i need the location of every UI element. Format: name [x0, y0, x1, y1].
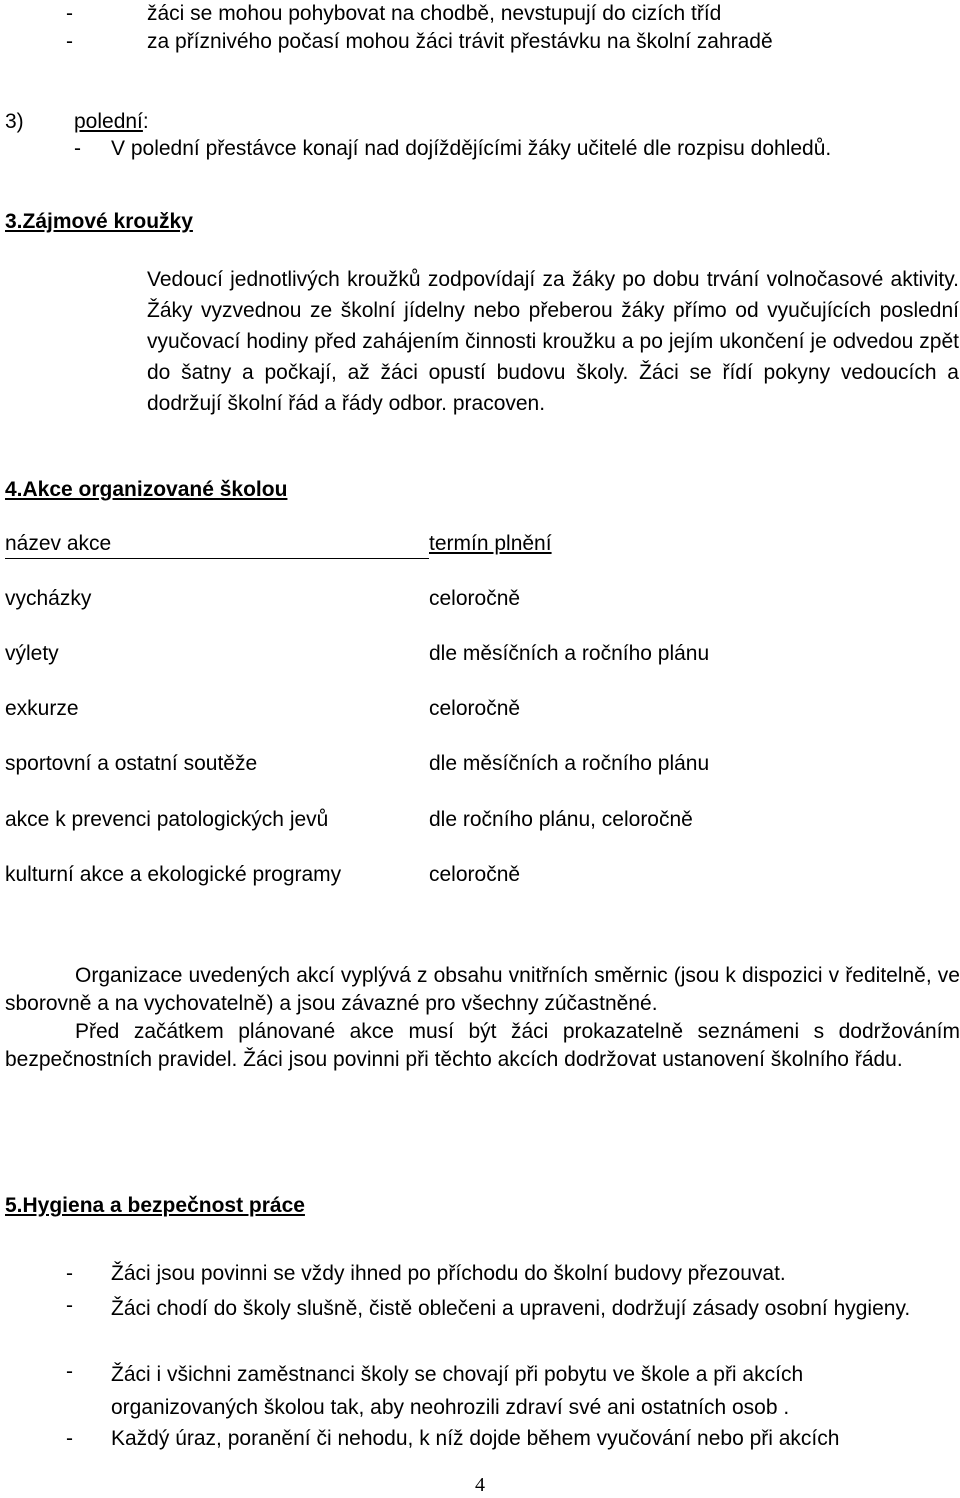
- list-item: Žáci jsou povinni se vždy ihned po příchodu do školní budovy přezouvat.: [111, 1262, 786, 1285]
- table-cell-name: kulturní akce a ekologické programy: [5, 863, 342, 886]
- section4-paragraph-2: Před začátkem plánované akce musí být žáci prokazatelně seznámeni s dodržováním bezpečnostních pravidel. Žáci jsou povinni při těchto akcích dodržovat ustanovení školního řádu.: [5, 1020, 960, 1071]
- section3-heading: 3.Zájmové kroužky: [5, 210, 193, 233]
- list-item: Každý úraz, poranění či nehodu, k níž dojde během vyučování nebo při akcích: [111, 1427, 840, 1450]
- lunch-number: 3): [5, 110, 24, 133]
- lunch-heading-colon: :: [142, 110, 149, 133]
- section4-heading: 4.Akce organizované školou: [5, 478, 288, 501]
- list-dash: -: [74, 137, 81, 160]
- list-dash: -: [66, 1360, 73, 1383]
- list-item: za příznivého počasí mohou žáci trávit přestávku na školní zahradě: [147, 30, 773, 53]
- table-cell-term: celoročně: [429, 587, 521, 610]
- table-cell-name: akce k prevenci patologických jevů: [5, 808, 329, 831]
- table-cell-name: exkurze: [5, 697, 79, 720]
- table-cell-name: vycházky: [5, 587, 92, 610]
- list-dash: -: [66, 1294, 73, 1317]
- table-cell-name: výlety: [5, 642, 59, 665]
- section4-paragraph-1: Organizace uvedených akcí vyplývá z obsahu vnitřních směrnic (jsou k dispozici v ředitelně, ve sborovně a na vychovatelně) a jsou závazné pro všechny zúčastněné.: [5, 964, 960, 1015]
- table-cell-term: dle měsíčních a ročního plánu: [429, 752, 710, 775]
- table-cell-term: dle ročního plánu, celoročně: [429, 808, 693, 831]
- lunch-heading: [74, 108, 149, 136]
- list-item: Žáci i všichni zaměstnanci školy se chovají při pobytu ve škole a při akcích organizovaných školou tak, aby neohrozili zdraví své ani ostatních osob .: [111, 1363, 804, 1419]
- page-number: 4: [475, 1474, 485, 1496]
- table-cell-term: dle měsíčních a ročního plánu: [429, 642, 710, 665]
- table-header-term: termín plnění: [429, 532, 552, 555]
- table-cell-term: celoročně: [429, 863, 521, 886]
- list-dash: -: [66, 1262, 73, 1285]
- list-dash: -: [66, 1427, 73, 1450]
- section3-paragraph: Vedoucí jednotlivých kroužků zodpovídají za žáky po dobu trvání volnočasové aktivity. Žáky vyzvednou ze školní jídelny nebo přeberou žáky přímo od vyučujících poslední vyučovací hodiny před zahájením činnosti kroužku a po jejím ukončení je odvedou zpět do šatny a počkají, až žáci opustí budovu školy. Žáci se řídí pokyny vedoucích a dodržují školní řád a řády odbor. pracoven.: [147, 268, 959, 415]
- lunch-heading-text: polední: [74, 110, 143, 133]
- table-cell-term: celoročně: [429, 697, 521, 720]
- table-header-name: název akce: [5, 530, 429, 559]
- table-cell-name: sportovní a ostatní soutěže: [5, 752, 258, 775]
- list-dash: -: [66, 30, 73, 53]
- list-item: Žáci chodí do školy slušně, čistě oblečeni a upraveni, dodržují zásady osobní hygieny.: [111, 1297, 911, 1320]
- section5-heading: 5.Hygiena a bezpečnost práce: [5, 1194, 305, 1217]
- list-dash: -: [66, 2, 73, 25]
- list-item: žáci se mohou pohybovat na chodbě, nevstupují do cizích tříd: [147, 2, 722, 25]
- lunch-item: V polední přestávce konají nad dojíždějícími žáky učitelé dle rozpisu dohledů.: [111, 137, 832, 160]
